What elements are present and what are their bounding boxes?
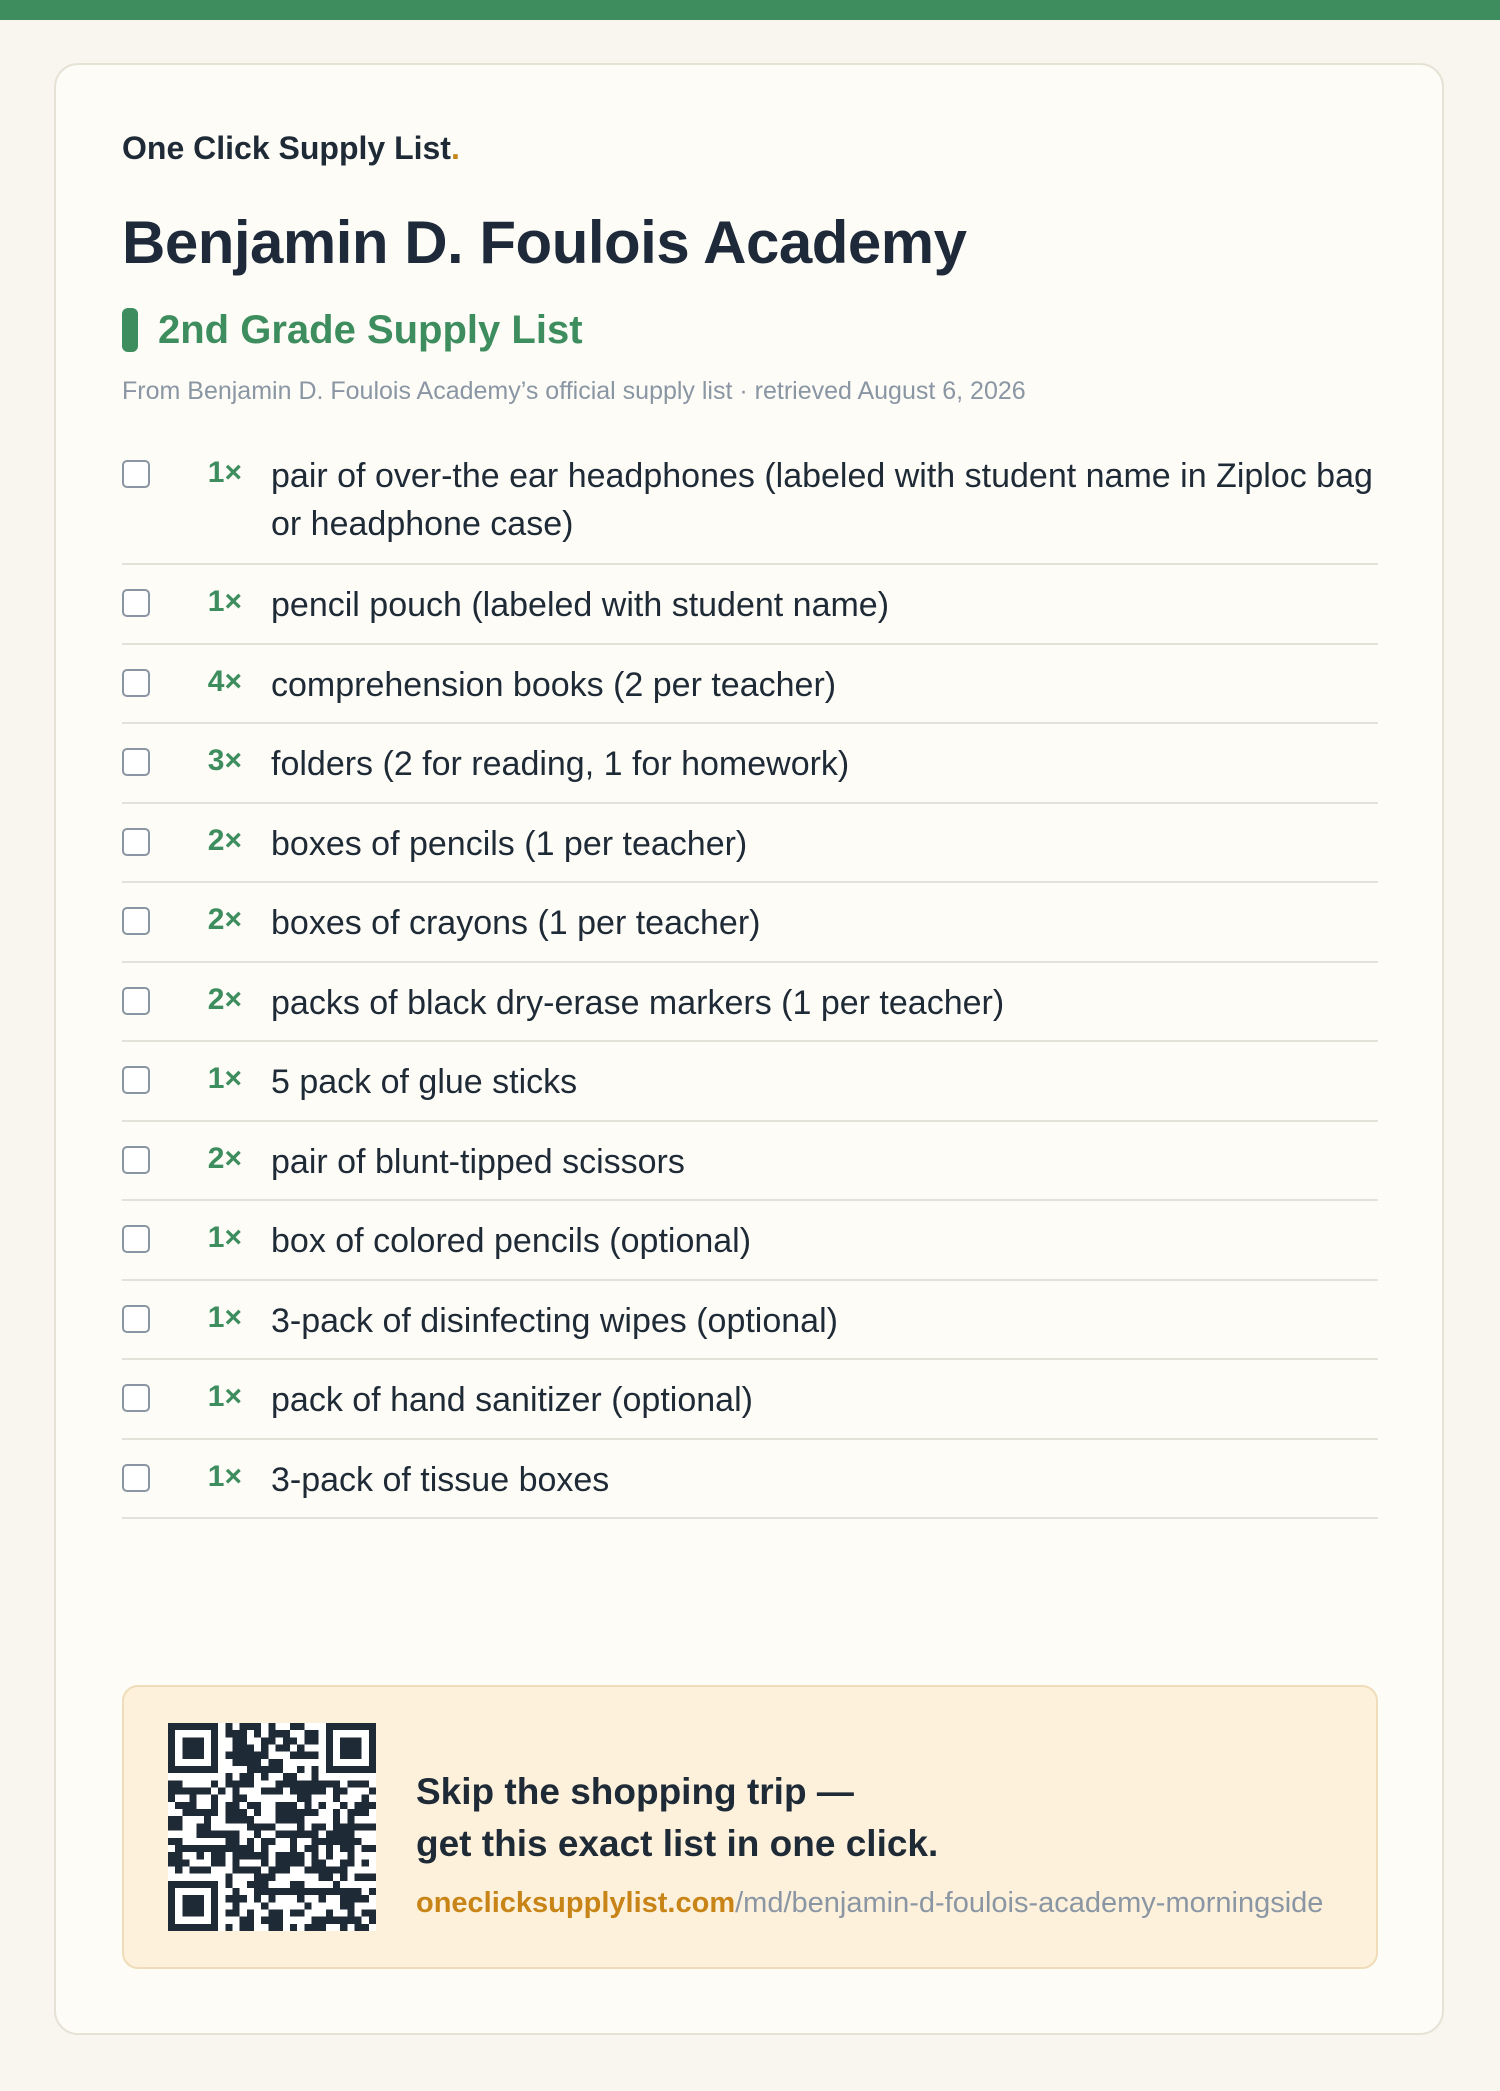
checkbox-icon[interactable] [122,987,150,1015]
item-quantity: 1× [207,1062,242,1095]
checkbox-icon[interactable] [122,907,150,935]
checkbox-icon[interactable] [122,1384,150,1412]
checkbox-icon[interactable] [122,460,150,488]
item-quantity: 2× [207,823,242,857]
cta-headline-1: Skip the shopping trip — [416,1771,854,1812]
item-name: 3-pack of tissue boxes [271,1460,610,1499]
source-note: From Benjamin D. Foulois Academy’s official supply list · retrieved August 6, 2026 [122,377,1026,405]
list-item [122,1360,1378,1440]
item-quantity: 1× [207,1300,242,1334]
checkbox-icon[interactable] [122,828,150,856]
item-quantity: 1× [207,585,242,618]
item-quantity: 2× [207,982,242,1016]
item-quantity: 2× [207,1141,242,1175]
item-quantity: 1× [207,1221,242,1254]
list-item [122,883,1378,963]
checkbox-icon[interactable] [122,1305,150,1333]
checkbox-icon[interactable] [122,1225,150,1253]
item-name: packs of black dry-erase markers (1 per teacher) [271,983,1005,1022]
list-item [122,436,1378,565]
list-item [122,645,1378,725]
qr-code-icon[interactable] [168,1723,376,1931]
checkbox-icon[interactable] [122,1464,150,1492]
item-name: pair of blunt-tipped scissors [271,1142,685,1181]
checkbox-icon[interactable] [122,589,150,617]
cta-link[interactable] [416,1887,1323,1920]
list-item [122,1281,1378,1361]
list-item [122,1122,1378,1202]
list-item [122,963,1378,1043]
checkbox-icon[interactable] [122,669,150,697]
grade-accent-bar [122,308,138,352]
item-quantity: 1× [207,1380,242,1413]
checkbox-icon[interactable] [122,1146,150,1174]
brand-dot: . [450,130,460,166]
item-name: 3-pack of disinfecting wipes (optional) [271,1301,838,1340]
item-name: 5 pack of glue sticks [271,1063,578,1101]
item-quantity: 3× [207,744,242,777]
item-name: pack of hand sanitizer (optional) [271,1381,753,1419]
item-name: boxes of crayons (1 per teacher) [271,904,761,942]
supply-list [122,436,1378,1519]
grade-title: 2nd Grade Supply List [158,307,583,352]
item-name: box of colored pencils (optional) [271,1222,752,1260]
list-item [122,1440,1378,1520]
item-name: boxes of pencils (1 per teacher) [271,824,748,863]
item-name: pair of over-the ear headphones (labeled with student name in Ziploc bag or headphone case) [271,457,1373,543]
school-title: Benjamin D. Foulois Academy [122,209,967,276]
top-accent-bar [0,0,1500,20]
cta-headline-2: get this exact list in one click. [416,1823,939,1864]
cta-link-path[interactable]: /md/benjamin-d-foulois-academy-morningside [735,1887,1324,1919]
list-item [122,1201,1378,1281]
checkbox-icon[interactable] [122,1066,150,1094]
item-quantity: 1× [207,456,242,489]
brand-name: One Click Supply List [122,130,451,166]
checkbox-icon[interactable] [122,748,150,776]
list-item [122,724,1378,804]
brand-logo [122,130,460,167]
item-quantity: 4× [207,664,242,698]
item-quantity: 2× [207,903,242,936]
list-item [122,565,1378,645]
item-name: folders (2 for reading, 1 for homework) [271,745,850,783]
cta-panel [122,1685,1378,1969]
item-quantity: 1× [207,1459,242,1493]
list-item [122,804,1378,884]
grade-heading [122,306,583,354]
cta-link-domain[interactable]: oneclicksupplylist.com [416,1887,736,1919]
item-name: pencil pouch (labeled with student name) [271,586,890,624]
list-item [122,1042,1378,1122]
item-name: comprehension books (2 per teacher) [271,665,837,704]
